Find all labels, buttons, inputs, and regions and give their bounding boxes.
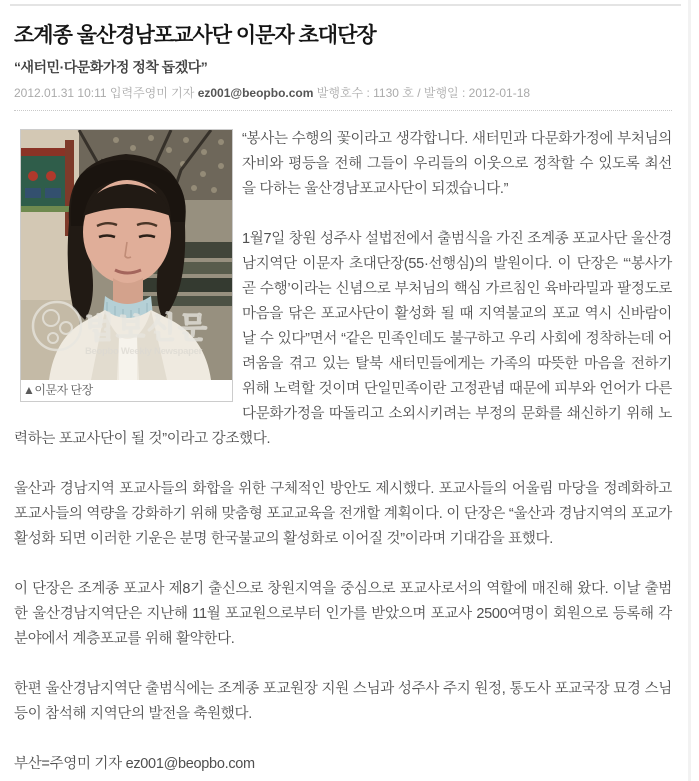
article-photo-figure	[20, 129, 233, 402]
page-edge-strip	[688, 0, 691, 781]
byline-reporter: 주영미 기자	[133, 86, 198, 101]
article-paragraph: 울산과 경남지역 포교사들의 화합을 위한 구체적인 방안도 제시했다. 포교사들의 어울림 마당을 정례화하고 포교사들의 역량을 강화하기 위해 맞춤형 포교교육을 전개할 계획이다. 이 단장은 “울산과 경남지역의 포교가 활성화 되면 이러한 기운은 분명 한국불교의 활성화로 이어질 것”이라며 기대감을 표했다.	[14, 481, 672, 548]
byline	[14, 84, 672, 111]
article-paragraph: 한편 울산경남지역단 출범식에는 조계종 포교원장 지원 스님과 성주사 주지 원정, 통도사 포교국장 묘경 스님 등이 참석해 지역단의 발전을 축원했다.	[14, 681, 672, 723]
article-paragraph: 이 단장은 조계종 포교사 제8기 출신으로 창원지역을 중심으로 포교사로서의 역할에 매진해 왔다. 이날 출범한 울산경남지역단은 지난해 11월 포교원으로부터 인가를 받았으며 포교사 2500여명이 회원으로 등록해 각 분야에서 계층포교를 위해 활약한다.	[14, 581, 672, 648]
watermark-title: 법보신문	[85, 312, 209, 346]
byline-datetime: 2012.01.31 10:11 입력	[14, 86, 134, 101]
top-divider	[10, 4, 681, 6]
byline-email[interactable]: ez001@beopbo.com	[197, 86, 314, 101]
watermark-subtitle: Beopbo Weekly Newspaper	[85, 346, 202, 358]
article-subtitle: “새터민·다문화가정 정착 돕겠다”	[14, 59, 208, 76]
byline-issue-info: 발행호수 : 1130 호 / 발행일 : 2012-01-18	[313, 86, 531, 101]
page-title: 조계종 울산경남포교사단 이문자 초대단장	[14, 24, 376, 47]
photo-caption: ▲이문자 단장	[23, 383, 93, 398]
article-paragraph: “봉사는 수행의 꽃이라고 생각합니다. 새터민과 다문화가정에 부처님의 자비와 평등을 전해 그들이 우리들의 이웃으로 정착할 수 있도록 최선을 다하는 울산경남포교사단이 되겠습니다.”	[242, 131, 672, 198]
article-body	[14, 127, 672, 777]
article-footer-byline: 부산=주영미 기자 ez001@beopbo.com	[14, 756, 255, 773]
article-paragraph: 1월7일 창원 성주사 설법전에서 출범식을 가진 조계종 포교사단 울산경남지역단 이문자 초대단장(55·선행심)의 발원이다. 이 단장은 “‘봉사가 곧 수행’이라는 신념으로 부처님의 핵심 가르침인 육바라밀과 팔정도로 마음을 닦은 포교사단이 활성화 될 때 지역불교의 포교 역시 신바람이 날 수 있다”면서 “같은 민족인데도 불구하고 우리 사회에 정착하는데 어려움을 겪고 있는 탈북 새터민들에게는 가족의 따뜻한 마음을 전하기 위해 노력할 것이며 단일민족이란 고정관념 때문에 피부와 언어가 다른 다문화가정을 따돌리고 소외시키려는 부정의 문화를 쇄신하기 위해 노력하는 포교사단이 될 것”이라고 강조했다.	[14, 231, 672, 448]
portrait-photo	[21, 130, 232, 380]
